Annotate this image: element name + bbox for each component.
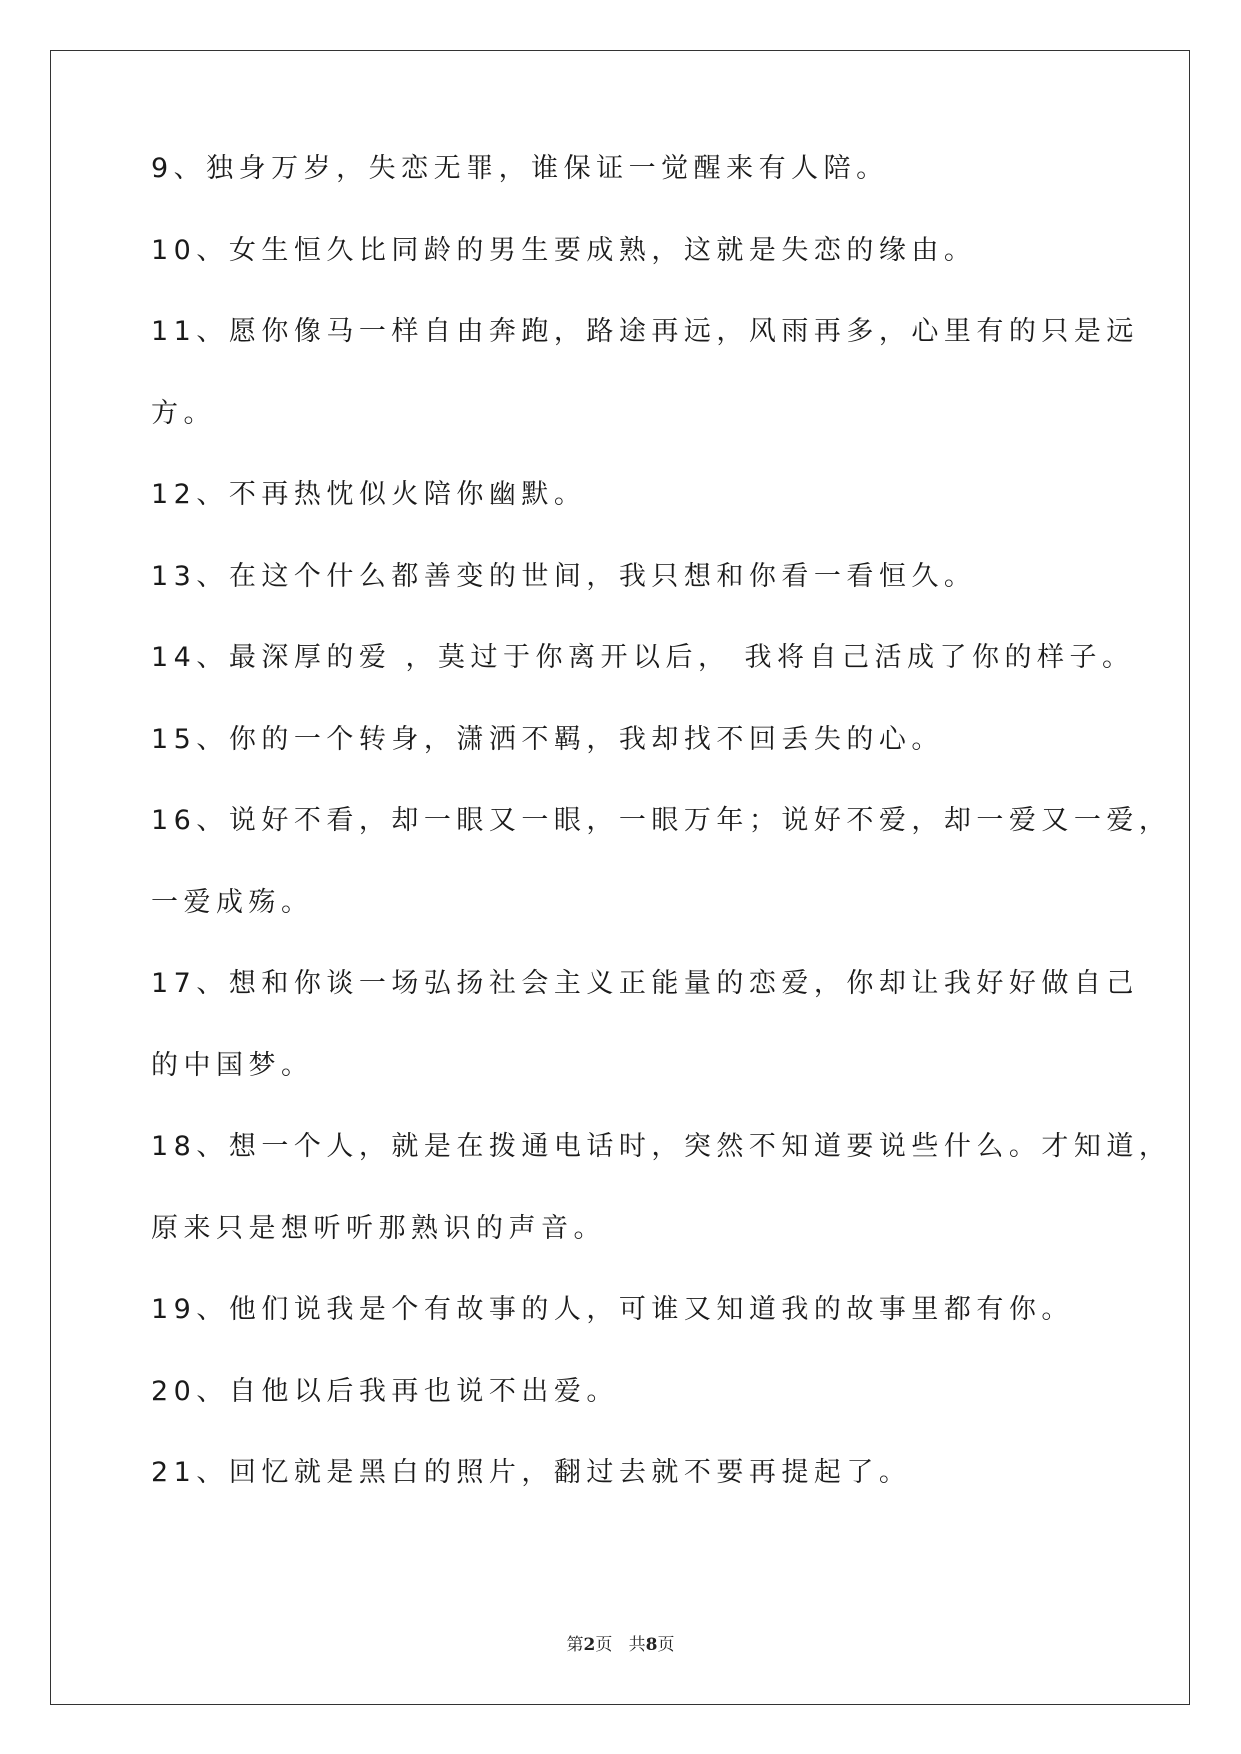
text-line: 20、自他以后我再也说不出爱。 bbox=[151, 1375, 619, 1407]
text-line: 18、想一个人，就是在拨通电话时，突然不知道要说些什么。才知道， bbox=[151, 1131, 1172, 1162]
text-line: 17、想和你谈一场弘扬社会主义正能量的恋爱，你却让我好好做自己 bbox=[151, 968, 1139, 999]
text-line: 方。 bbox=[151, 397, 216, 429]
text-line: 12、不再热忱似火陪你幽默。 bbox=[151, 479, 587, 510]
document-body bbox=[151, 153, 1172, 1555]
page-prefix: 第 bbox=[566, 1635, 584, 1655]
text-line: 一爱成殇。 bbox=[151, 886, 314, 918]
page-footer bbox=[0, 1630, 1241, 1655]
text-line: 19、他们说我是个有故事的人，可谁又知道我的故事里都有你。 bbox=[151, 1294, 1074, 1325]
text-line: 9、独身万岁，失恋无罪，谁保证一觉醒来有人陪。 bbox=[151, 153, 889, 184]
text-line: 10、女生恒久比同龄的男生要成熟，这就是失恋的缘由。 bbox=[151, 234, 977, 266]
text-line: 原来只是想听听那熟识的声音。 bbox=[151, 1212, 606, 1244]
total-pages: 8 bbox=[645, 1635, 658, 1655]
text-line: 14、最深厚的爱 ，莫过于你离开以后， 我将自己活成了你的样子。 bbox=[151, 642, 1135, 673]
text-line: 11、愿你像马一样自由奔跑，路途再远，风雨再多，心里有的只是远 bbox=[151, 316, 1139, 347]
total-prefix: 共 bbox=[628, 1635, 646, 1655]
total-suffix: 页 bbox=[657, 1635, 675, 1655]
text-line: 21、回忆就是黑白的照片，翻过去就不要再提起了。 bbox=[151, 1457, 912, 1488]
text-line: 的中国梦。 bbox=[151, 1049, 314, 1081]
text-line: 16、说好不看，却一眼又一眼，一眼万年；说好不爱，却一爱又一爱， bbox=[151, 805, 1172, 836]
page-number: 2 bbox=[583, 1635, 596, 1655]
text-line: 15、你的一个转身，潇洒不羁，我却找不回丢失的心。 bbox=[151, 723, 944, 755]
page-suffix: 页 bbox=[595, 1635, 613, 1655]
text-line: 13、在这个什么都善变的世间，我只想和你看一看恒久。 bbox=[151, 560, 977, 592]
